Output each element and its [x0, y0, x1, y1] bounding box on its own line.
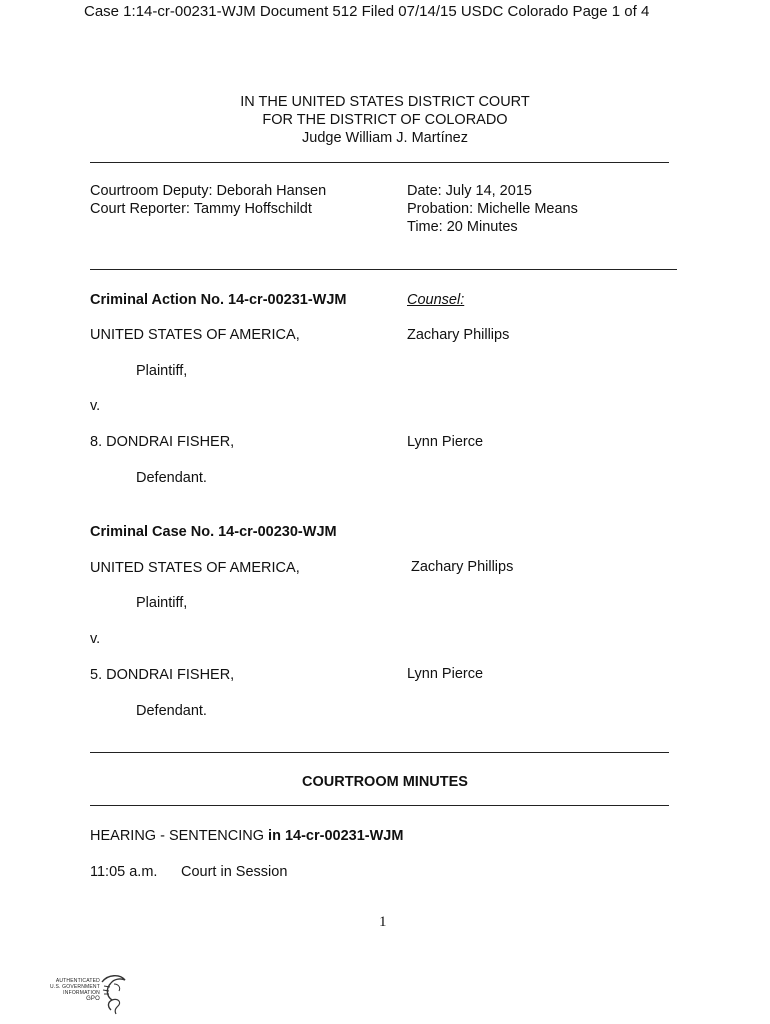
court-name-line1: IN THE UNITED STATES DISTRICT COURT [240, 94, 530, 110]
case2-defendant-counsel: Lynn Pierce [407, 666, 484, 682]
probation-officer: Probation: Michelle Means [407, 201, 578, 217]
minutes-title: COURTROOM MINUTES [302, 774, 468, 790]
page-number: 1 [379, 914, 387, 930]
case2-number: Criminal Case No. 14-cr-00230-WJM [90, 524, 337, 540]
divider-rule [90, 805, 669, 806]
eagle-seal-icon [98, 972, 128, 1016]
gpo-seal-line2: U.S. GOVERNMENT [50, 984, 100, 990]
gpo-seal-text [40, 978, 100, 1002]
hearing-date: Date: July 14, 2015 [407, 183, 532, 199]
courtroom-deputy: Courtroom Deputy: Deborah Hansen [90, 183, 327, 199]
entry-text: Court in Session [181, 864, 288, 880]
gpo-seal [40, 972, 130, 1016]
case2-plaintiff-role: Plaintiff, [136, 595, 188, 611]
divider-rule [90, 269, 677, 270]
case2-defendant-name: 5. DONDRAI FISHER, [90, 667, 235, 683]
case2-plaintiff-counsel: Zachary Phillips [411, 559, 514, 575]
court-reporter: Court Reporter: Tammy Hoffschildt [90, 201, 312, 217]
filing-header: Case 1:14-cr-00231-WJM Document 512 Filed 07/14/15 USDC Colorado Page 1 of 4 [84, 3, 650, 20]
hearing-line [90, 829, 403, 844]
divider-rule [90, 162, 669, 163]
case1-plaintiff-name: UNITED STATES OF AMERICA, [90, 327, 300, 343]
case1-defendant-role: Defendant. [136, 470, 207, 486]
divider-rule [90, 752, 669, 753]
case1-versus: v. [90, 398, 101, 414]
case2-versus: v. [90, 631, 101, 647]
case1-defendant-counsel: Lynn Pierce [407, 434, 484, 450]
case1-plaintiff-role: Plaintiff, [136, 363, 188, 379]
case2-plaintiff-name: UNITED STATES OF AMERICA, [90, 560, 300, 576]
counsel-heading: Counsel: [407, 292, 465, 308]
case2-defendant-role: Defendant. [136, 703, 207, 719]
case1-defendant-name: 8. DONDRAI FISHER, [90, 434, 235, 450]
hearing-duration: Time: 20 Minutes [407, 219, 518, 235]
gpo-seal-line4: GPO [86, 996, 100, 1002]
hearing-case-ref: in 14-cr-00231-WJM [268, 828, 404, 844]
hearing-type: HEARING - SENTENCING [90, 828, 269, 844]
case1-plaintiff-counsel: Zachary Phillips [407, 327, 510, 343]
gpo-seal-line3: INFORMATION [63, 990, 100, 996]
gpo-seal-line1: AUTHENTICATED [55, 978, 100, 984]
judge-name: Judge William J. Martínez [302, 130, 468, 146]
entry-time: 11:05 a.m. [90, 864, 158, 880]
court-name-line2: FOR THE DISTRICT OF COLORADO [262, 112, 508, 128]
case1-number: Criminal Action No. 14-cr-00231-WJM [90, 292, 347, 308]
